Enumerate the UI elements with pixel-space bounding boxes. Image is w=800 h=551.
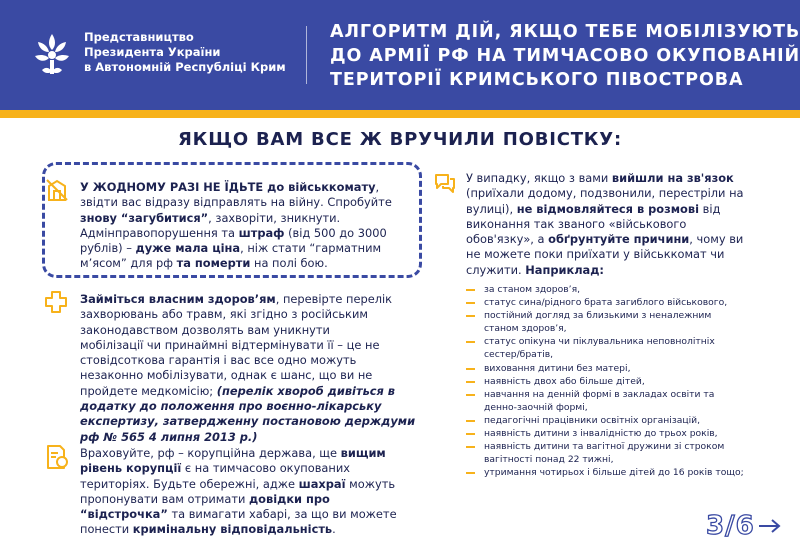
text-line: виконання так званого «військового [466, 216, 687, 231]
list-item: наявність двох або більше дітей, [466, 375, 744, 388]
text-bold: штраф [238, 225, 285, 240]
header-divider [306, 26, 307, 84]
health-text [80, 292, 415, 445]
text-bold: “відстрочка” [80, 507, 168, 522]
text-bold: до військкомату [263, 180, 376, 194]
text: понести [80, 522, 133, 537]
list-item: статус опікуна чи піклувальника неповнолітніх [466, 335, 744, 348]
text: , [375, 180, 380, 194]
list-item: наявність дитини з інвалідністю до трьох років, [466, 427, 744, 440]
text: м’ясом” для рф [80, 256, 177, 271]
text: та вимагати хабарі, за що ви можете [167, 507, 397, 522]
text: вулиці), [466, 201, 517, 216]
organization-name [84, 30, 286, 75]
text-line: незаконно мобілізувати, однак є шанс, що ви не [80, 368, 373, 383]
text-line: експертизу, затвердженну постановою держдуми [80, 414, 416, 429]
reasons-list [466, 283, 744, 479]
list-item: вагітності понад 22 тижні, [484, 454, 614, 466]
title-line: ДО АРМІЇ РФ НА ТИМЧАСОВО ОКУПОВАНІЙ [330, 46, 800, 66]
text: Адмінправопорушення та [80, 225, 239, 240]
text-line: законодавством дозволять вам уникнути [80, 322, 330, 337]
org-line: Представництво [84, 30, 194, 44]
arrow-right-icon[interactable] [758, 518, 782, 534]
text-bold: шахраї [298, 476, 346, 491]
org-line: Президента України [84, 45, 221, 59]
text-bold: Займіться власним здоров’ям [80, 292, 276, 306]
accent-stripe [0, 110, 800, 118]
text: територіях. Будьте обережні, адже [80, 476, 299, 491]
title-line: АЛГОРИТМ ДІЙ, ЯКЩО ТЕБЕ МОБІЛІЗУЮТЬ [330, 22, 800, 42]
crimea-flower-logo [30, 30, 74, 78]
text: , захворіти, зникнути. [208, 210, 341, 225]
text: , ніж стати “гарматним [240, 241, 382, 256]
list-item: постійний догляд за близькими з неналежним [466, 309, 744, 322]
list-item: станом здоров’я, [484, 323, 567, 335]
text-bold: та померти [176, 256, 251, 271]
text-line: стовідсоткова гарантія і вас все одно можуть [80, 353, 357, 368]
text: можуть [345, 476, 396, 491]
text-bold: обґрунтуйте причини [548, 232, 690, 247]
text-bold: дуже мала ціна [135, 241, 241, 256]
text-bold: знову “загубитися” [80, 210, 209, 225]
text-line: мобілізації чи принаймні відтермінувати її – це не [80, 337, 380, 352]
text: на полі бою. [250, 256, 328, 271]
header-banner [0, 0, 800, 110]
text: Враховуйте, рф – корупційна держава, ще [80, 446, 341, 460]
list-item: статус сина/рідного брата загиблого військового, [466, 296, 744, 309]
list-item: сестер/братів, [484, 349, 554, 361]
list-item: виховання дитини без матері, [466, 362, 744, 375]
text: служити. [466, 262, 526, 277]
text-bold: вийшли на зв'язок [611, 171, 734, 185]
title-line: ТЕРИТОРІЇ КРИМСЬКОГО ПІВОСТРОВА [330, 70, 744, 90]
text-bold: У ЖОДНОМУ РАЗІ НЕ ЇДЬТЕ [80, 180, 264, 194]
list-item: утримання чотирьох і більше дітей до 16 років тощо; [466, 466, 744, 479]
text: , чому ви [689, 232, 744, 247]
text-bold-italic: (перелік хвороб дивіться в [216, 383, 396, 398]
text: , перевірте перелік [275, 292, 393, 306]
list-item: навчання на денній формі в закладах освіти та [466, 388, 744, 401]
text-bold: не відмовляйтеся в розмові [516, 201, 699, 216]
page-number: 3/6 [706, 511, 755, 541]
text-bold: довідки про [248, 491, 330, 506]
text-line: рф № 565 4 липня 2013 р.) [80, 429, 258, 444]
text-bold: кримінальну відповідальність [132, 522, 333, 537]
text-line: (приїхали додому, подзвонили, перестріли на [466, 186, 744, 201]
text: пропонувати вам отримати [80, 491, 249, 506]
text: рублів) – [80, 241, 136, 256]
text: . [332, 522, 336, 537]
list-item: педагогічні працівники освітніх організацій, [466, 414, 744, 427]
text-line: не можете поки приїхати у військкомат чи [466, 247, 725, 262]
text: від [698, 201, 721, 216]
text: пройдете медкомісію; [80, 383, 217, 398]
no-entry-icon [46, 178, 68, 202]
text-bold: вищим [340, 446, 386, 460]
chat-bubble-icon [434, 172, 456, 194]
page-title [330, 20, 800, 92]
text: У випадку, якщо з вами [466, 171, 612, 185]
corruption-text [80, 446, 397, 538]
contact-text [466, 171, 744, 278]
text-line: захворювань або травм, які згідно з російським [80, 307, 368, 322]
text-bold: Наприклад: [525, 262, 604, 277]
text-line: звідти вас відразу відправлять на війну. Спробуйте [80, 195, 392, 210]
medical-cross-icon [44, 290, 68, 314]
text: (від 500 до 3000 [284, 225, 387, 240]
text-line: додатку до положення про воєнно-лікарську [80, 399, 382, 414]
text-bold: рівень корупції [80, 461, 182, 476]
org-line: в Автономній Республіці Крим [84, 60, 286, 74]
money-document-icon [44, 444, 70, 470]
list-item: за станом здоров’я, [466, 283, 744, 296]
warning-text [80, 180, 392, 272]
text: є на тимчасово окупованих [181, 461, 351, 476]
list-item: денно-заочній формі, [484, 401, 588, 413]
list-item: наявність дитини та вагітної дружини зі строком [466, 440, 744, 453]
text: обов'язку», а [466, 232, 549, 247]
section-heading: ЯКЩО ВАМ ВСЕ Ж ВРУЧИЛИ ПОВІСТКУ: [178, 129, 622, 150]
